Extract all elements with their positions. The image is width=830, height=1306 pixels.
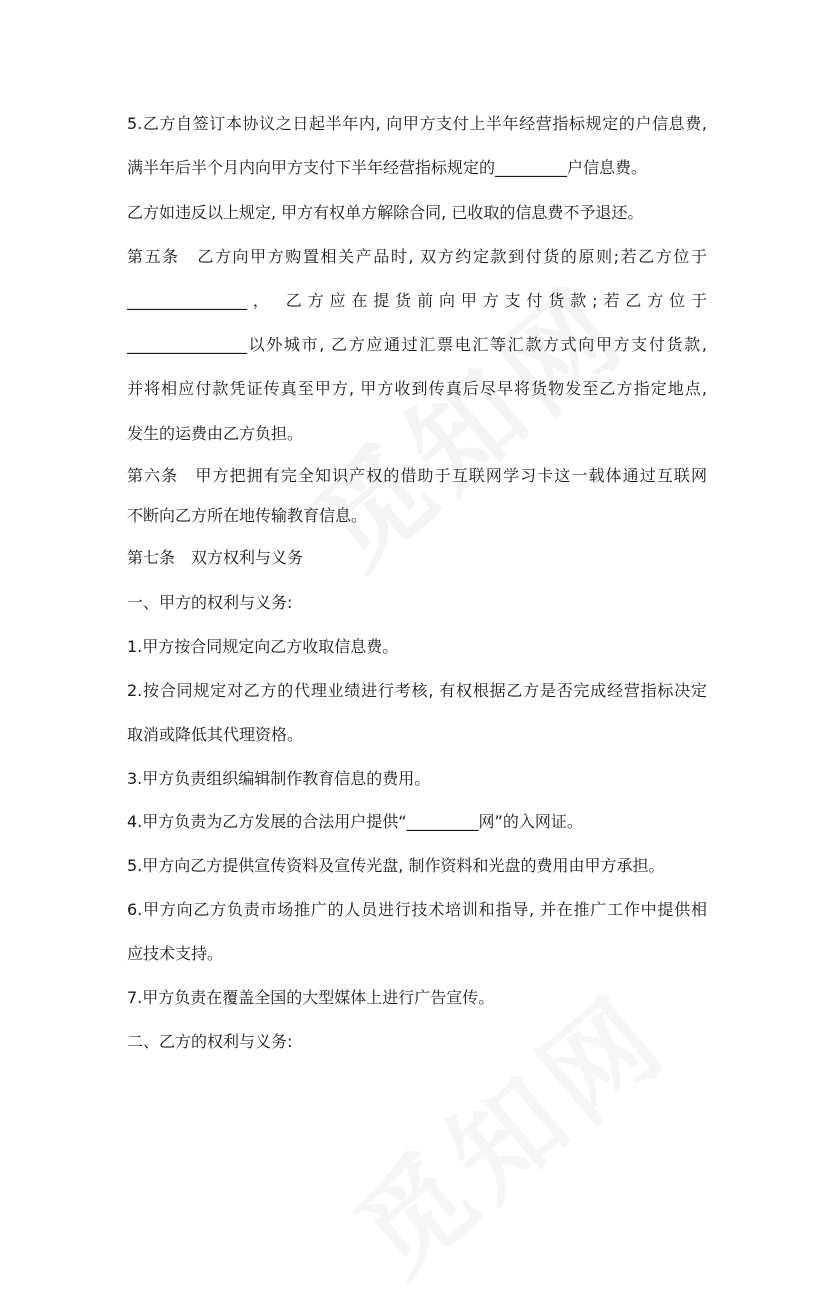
list-item: 1.甲方按合同规定向乙方收取信息费。 [127, 637, 399, 656]
list-item: 5.甲方向乙方提供宣传资料及宣传光盘, 制作资料和光盘的费用由甲方承担。 [127, 856, 665, 875]
paragraph-line: 并将相应付款凭证传真至甲方, 甲方收到传真后尽早将货物发至乙方指定地点, [127, 379, 707, 398]
list-item-continuation: 应技术支持。 [127, 944, 224, 963]
list-item: 7.甲方负责在覆盖全国的大型媒体上进行广告宣传。 [127, 988, 495, 1007]
paragraph-line: 5.乙方自签订本协议之日起半年内, 向甲方支付上半年经营指标规定的户信息费, [127, 114, 707, 133]
list-item: 3.甲方负责组织编辑制作教育信息的费用。 [127, 769, 431, 788]
paragraph-line: 不断向乙方所在地传输教育信息。 [127, 506, 368, 525]
paragraph-line: _______________， 乙方应在提货前向甲方支付货款;若乙方位于 [127, 291, 707, 310]
paragraph-line: _______________以外城市, 乙方应通过汇票电汇等汇款方式向甲方支付货款, [127, 335, 707, 354]
list-item: 6.甲方向乙方负责市场推广的人员进行技术培训和指导, 并在推广工作中提供相 [127, 900, 707, 919]
section-heading: 第七条 双方权利与义务 [127, 548, 304, 567]
paragraph-line: 满半年后半个月内向甲方支付下半年经营指标规定的_________户信息费。 [127, 158, 648, 177]
list-item: 4.甲方负责为乙方发展的合法用户提供“_________网”的入网证。 [127, 812, 583, 831]
paragraph-line: 乙方如违反以上规定, 甲方有权单方解除合同, 已收取的信息费不予退还。 [127, 203, 644, 222]
subsection-heading: 二、乙方的权利与义务: [127, 1032, 293, 1051]
list-item: 2.按合同规定对乙方的代理业绩进行考核, 有权根据乙方是否完成经营指标决定 [127, 681, 707, 700]
list-item-continuation: 取消或降低其代理资格。 [127, 725, 304, 744]
paragraph-line: 第五条 乙方向甲方购置相关产品时, 双方约定款到付货的原则;若乙方位于 [127, 247, 707, 266]
paragraph-line: 发生的运费由乙方负担。 [127, 424, 304, 443]
subsection-heading: 一、甲方的权利与义务: [127, 593, 293, 612]
paragraph-line: 第六条 甲方把拥有完全知识产权的借助于互联网学习卡这一载体通过互联网 [127, 466, 707, 485]
watermark [318, 914, 743, 1306]
